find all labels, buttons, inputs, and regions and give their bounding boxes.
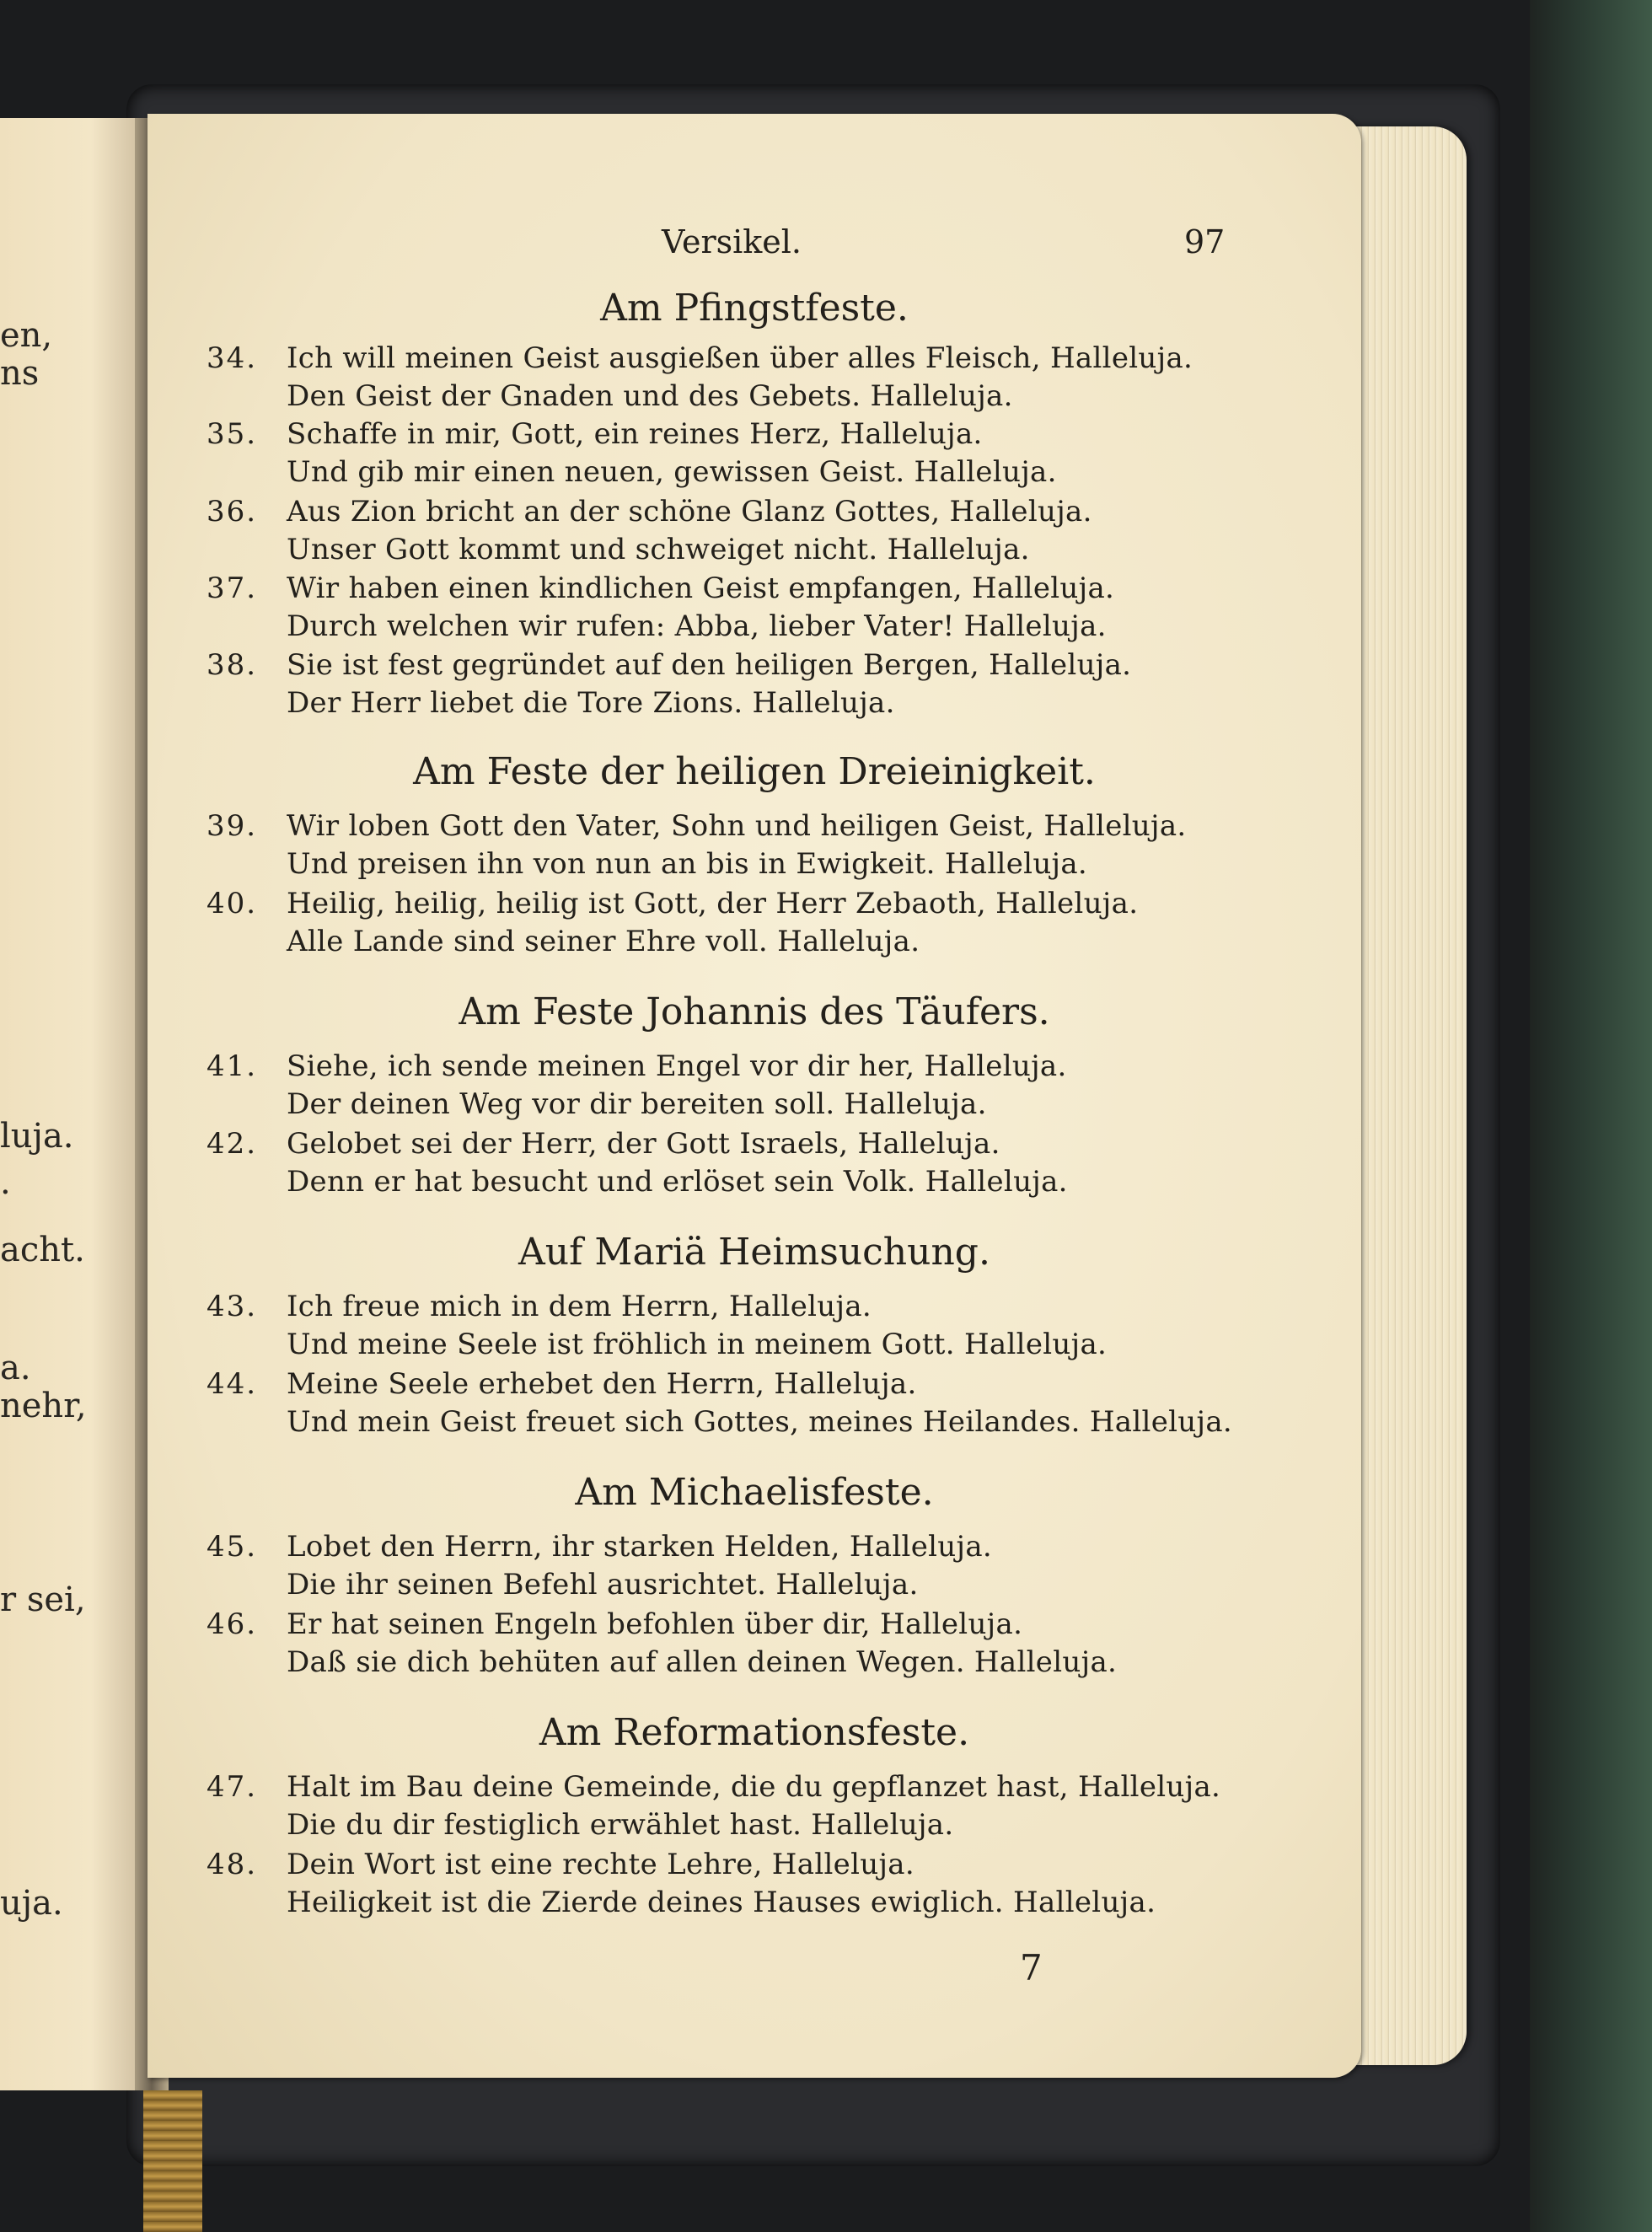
- verse-line: Gelobet sei der Herr, der Gott Israels, Halleluja.: [287, 1127, 1000, 1161]
- verse-line: Den Geist der Gnaden und des Gebets. Halleluja.: [287, 379, 1013, 413]
- verse-number: 35.: [206, 417, 258, 451]
- left-fragment: .: [0, 1163, 11, 1202]
- verse-line: Meine Seele erhebet den Herrn, Halleluja.: [287, 1367, 917, 1401]
- verse-number: 39.: [206, 809, 258, 843]
- verse-line: Unser Gott kommt und schweiget nicht. Halleluja.: [287, 533, 1030, 566]
- verse-number: 46.: [206, 1607, 258, 1641]
- verse-line: Die du dir festiglich erwählet hast. Halleluja.: [287, 1808, 954, 1842]
- left-fragment: luja.: [0, 1117, 74, 1156]
- verse-line: Er hat seinen Engeln befohlen über dir, Halleluja.: [287, 1607, 1023, 1641]
- verse-number: 38.: [206, 648, 258, 682]
- verse-number: 37.: [206, 571, 258, 605]
- verse-line: Halt im Bau deine Gemeinde, die du gepflanzet hast, Halleluja.: [287, 1770, 1221, 1804]
- verse-line: Sie ist fest gegründet auf den heiligen Bergen, Halleluja.: [287, 648, 1132, 682]
- signature-mark: 7: [1020, 1947, 1043, 1988]
- verse-line: Ich will meinen Geist ausgießen über alles Fleisch, Halleluja.: [287, 341, 1193, 375]
- left-fragment: nehr,: [0, 1387, 87, 1425]
- verse-line: Daß sie dich behüten auf allen deinen Wegen. Halleluja.: [287, 1645, 1118, 1679]
- verse-number: 45.: [206, 1530, 258, 1564]
- verse-number: 34.: [206, 341, 258, 375]
- verse-line: Lobet den Herrn, ihr starken Helden, Halleluja.: [287, 1530, 993, 1564]
- verse-number: 47.: [206, 1770, 258, 1804]
- left-fragment: a.: [0, 1349, 31, 1387]
- verse-line: Und meine Seele ist fröhlich in meinem Gott. Halleluja.: [287, 1328, 1108, 1361]
- verse-line: Siehe, ich sende meinen Engel vor dir her, Halleluja.: [287, 1049, 1067, 1083]
- verse-line: Der Herr liebet die Tore Zions. Halleluja.: [287, 686, 895, 720]
- verse-line: Wir loben Gott den Vater, Sohn und heiligen Geist, Halleluja.: [287, 809, 1187, 843]
- page-number: 97: [1184, 223, 1226, 260]
- verse-line: Heiligkeit ist die Zierde deines Hauses ewiglich. Halleluja.: [287, 1886, 1156, 1919]
- verse-line: Durch welchen wir rufen: Abba, lieber Vater! Halleluja.: [287, 609, 1107, 643]
- verse-line: Ich freue mich in dem Herrn, Halleluja.: [287, 1290, 872, 1323]
- verse-number: 40.: [206, 887, 258, 920]
- verse-line: Alle Lande sind seiner Ehre voll. Halleluja.: [287, 925, 920, 958]
- right-page: [148, 114, 1361, 2078]
- section-heading: Am Feste Johannis des Täufers.: [459, 990, 1050, 1033]
- left-fragment: en,: [0, 316, 53, 355]
- verse-number: 41.: [206, 1049, 258, 1083]
- verse-line: Die ihr seinen Befehl ausrichtet. Halleluja.: [287, 1568, 919, 1602]
- verse-number: 43.: [206, 1290, 258, 1323]
- left-page: [0, 118, 152, 2090]
- verse-line: Und preisen ihn von nun an bis in Ewigkeit. Halleluja.: [287, 847, 1088, 881]
- verse-line: Denn er hat besucht und erlöset sein Volk. Halleluja.: [287, 1165, 1068, 1199]
- verse-number: 36.: [206, 495, 258, 528]
- verse-line: Und mein Geist freuet sich Gottes, meines Heilandes. Halleluja.: [287, 1405, 1233, 1439]
- verse-number: 44.: [206, 1367, 258, 1401]
- running-header: Versikel.: [662, 223, 802, 260]
- section-heading: Am Reformationsfeste.: [539, 1711, 970, 1754]
- left-fragment: r sei,: [0, 1580, 86, 1619]
- verse-line: Schaffe in mir, Gott, ein reines Herz, Halleluja.: [287, 417, 983, 451]
- bookmark-ribbon: [143, 2090, 202, 2232]
- verse-line: Der deinen Weg vor dir bereiten soll. Halleluja.: [287, 1087, 987, 1121]
- section-heading: Am Pfingstfeste.: [600, 287, 909, 330]
- verse-line: Und gib mir einen neuen, gewissen Geist. Halleluja.: [287, 455, 1057, 489]
- section-heading: Am Michaelisfeste.: [575, 1471, 934, 1514]
- left-fragment: uja.: [0, 1884, 63, 1923]
- section-heading: Auf Mariä Heimsuchung.: [518, 1231, 990, 1274]
- background-edge: [1530, 0, 1652, 2232]
- verse-line: Wir haben einen kindlichen Geist empfangen, Halleluja.: [287, 571, 1115, 605]
- verse-line: Heilig, heilig, heilig ist Gott, der Herr Zebaoth, Halleluja.: [287, 887, 1139, 920]
- verse-number: 48.: [206, 1848, 258, 1881]
- left-fragment: ns: [0, 354, 40, 393]
- verse-line: Dein Wort ist eine rechte Lehre, Halleluja.: [287, 1848, 914, 1881]
- verse-line: Aus Zion bricht an der schöne Glanz Gottes, Halleluja.: [287, 495, 1092, 528]
- left-fragment: acht.: [0, 1231, 85, 1269]
- verse-number: 42.: [206, 1127, 258, 1161]
- section-heading: Am Feste der heiligen Dreieinigkeit.: [413, 750, 1096, 793]
